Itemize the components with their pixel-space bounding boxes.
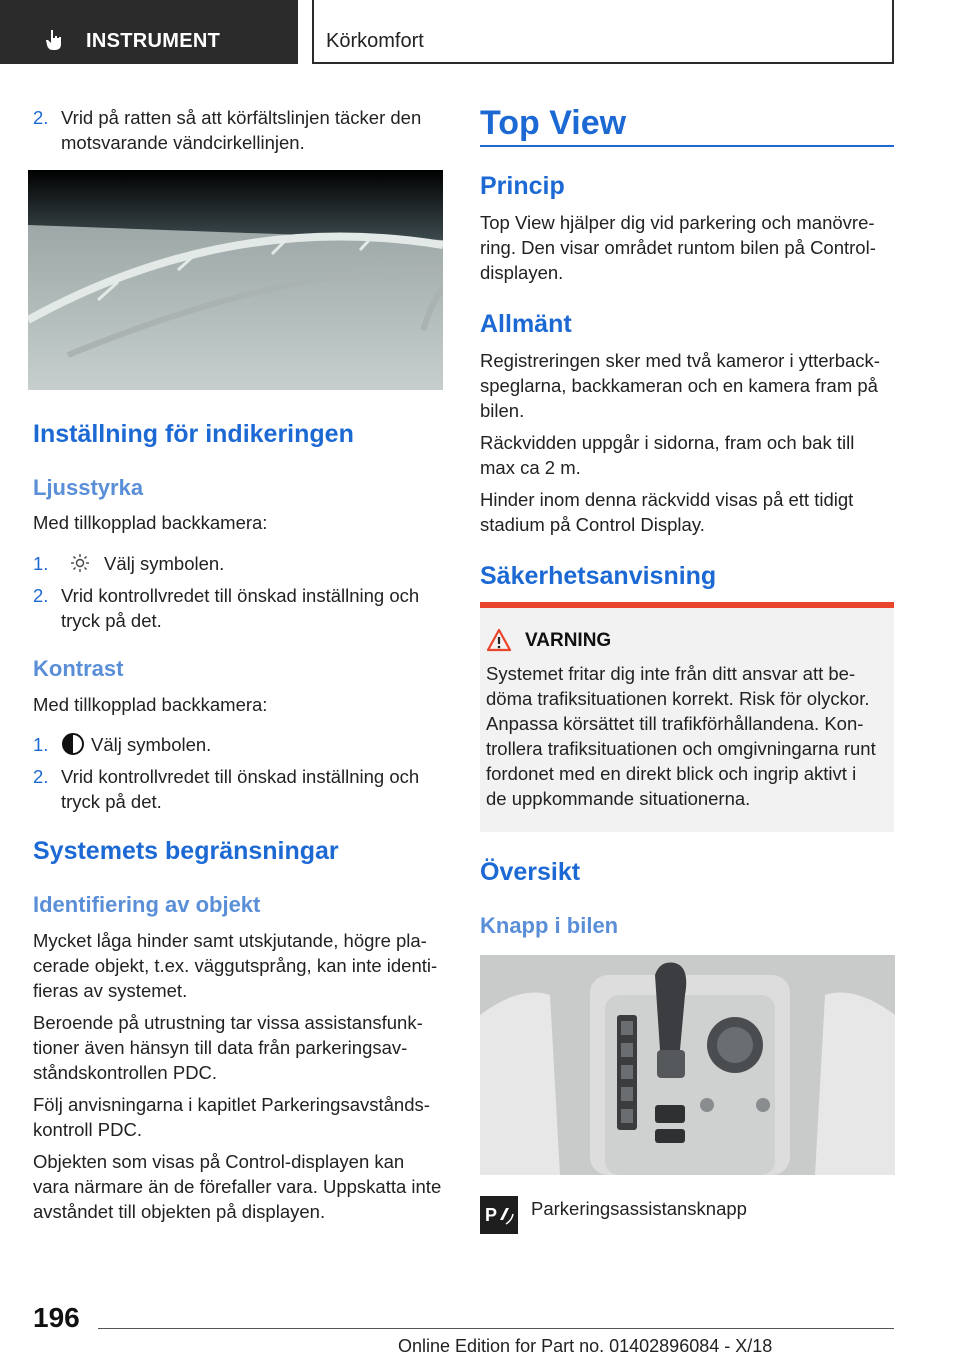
warning-title: VARNING [525,630,612,651]
warning-bar [480,602,894,608]
paragraph-line: Mycket låga hinder samt utskjutande, högre pla- [33,930,427,951]
paragraph-line: displayen. [480,262,564,283]
paragraph-line: Hinder inom denna räckvidd visas på ett tidigt [480,489,854,510]
warning-triangle-icon [486,628,512,652]
header-separator [298,0,312,64]
paragraph-line: fieras av systemet. [33,980,188,1001]
step-text-line: Välj symbolen. [104,553,225,574]
paragraph-line: stadium på Control Display. [480,514,705,535]
paragraph-line: ståndskontrollen PDC. [33,1062,218,1083]
rear-camera-view-image [28,170,443,390]
warning-text-line: trollera trafiksituationen och omgivningarna runt [486,738,876,759]
warning-text-line: de uppkommande situationerna. [486,788,751,809]
heading-systemets-begransningar: Systemets begränsningar [33,837,339,865]
heading-kontrast: Kontrast [33,656,124,681]
footer-rule [98,1328,894,1329]
step-text-line: Vrid kontrollvredet till önskad inställning och [61,766,420,787]
warning-text-line: Anpassa körsättet till trafikförhållandena. Kon- [486,713,864,734]
step-text-line: tryck på det. [61,610,162,631]
heading-princip: Princip [480,172,565,200]
paragraph-line: vara närmare än de förefaller vara. Uppskatta inte [33,1176,442,1197]
title-rule [480,145,894,147]
footer-edition: Online Edition for Part no. 01402896084 - X/18 [398,1336,773,1356]
contrast-icon [61,732,85,756]
heading-sakerhetsanvisning: Säkerhetsanvisning [480,562,717,590]
heading-knapp-i-bilen: Knapp i bilen [480,913,619,938]
paragraph-line: Top View hjälper dig vid parkering och manövre- [480,212,875,233]
paragraph-line: Beroende på utrustning tar vissa assistansfunk- [33,1012,423,1033]
step-number: 1. [33,553,49,574]
paragraph: Med tillkopplad backkamera: [33,694,268,715]
step-number: 1. [33,734,49,755]
step-text-line: Välj symbolen. [91,734,212,755]
paragraph-line: Registreringen sker med två kameror i ytterback- [480,350,880,371]
step-number: 2. [33,107,49,128]
paragraph-line: Objekten som visas på Control-displayen kan [33,1151,405,1172]
image-caption: Parkeringsassistansknapp [531,1198,747,1219]
paragraph-line: max ca 2 m. [480,457,581,478]
brightness-icon [70,553,90,573]
paragraph-line: Räckvidden uppgår i sidorna, fram och bak till [480,432,855,453]
paragraph-line: tioner även hänsyn till data från parkeringsav- [33,1037,408,1058]
warning-text-line: döma trafiksituationen korrekt. Risk för olyckor. [486,688,870,709]
heading-identifiering: Identifiering av objekt [33,892,261,917]
warning-text-line: Systemet fritar dig inte från ditt ansvar att be- [486,663,856,684]
page-number: 196 [33,1302,80,1333]
paragraph-line: speglarna, backkameran och en kamera fram på [480,375,878,396]
car-console-image [480,955,895,1175]
step-number: 2. [33,585,49,606]
section-title-top-view: Top View [480,104,627,142]
paragraph-line: ring. Den visar området runtom bilen på Control- [480,237,876,258]
heading-oversikt: Översikt [480,858,581,886]
svg-text:P: P [485,1205,498,1225]
step-text-line: motsvarande vändcirkellinjen. [61,132,305,153]
step-text-line: tryck på det. [61,791,162,812]
step-text-line: Vrid på ratten så att körfältslinjen täcker den [61,107,422,128]
step-text-line: Vrid kontrollvredet till önskad inställning och [61,585,420,606]
heading-installning: Inställning för indikeringen [33,420,354,448]
step-number: 2. [33,766,49,787]
paragraph-line: bilen. [480,400,525,421]
paragraph-line: Följ anvisningarna i kapitlet Parkeringsavstånds- [33,1094,430,1115]
heading-allmant: Allmänt [480,310,572,338]
paragraph-line: avståndet till objekten på displayen. [33,1201,326,1222]
paragraph: Med tillkopplad backkamera: [33,512,268,533]
header-section-label: INSTRUMENT [86,30,221,52]
parking-assist-icon [480,1196,518,1234]
warning-text-line: fordonet med en direkt blick och ingrip aktivt i [486,763,857,784]
hand-pointer-icon [42,28,66,52]
heading-ljusstyrka: Ljusstyrka [33,475,144,500]
paragraph-line: kontroll PDC. [33,1119,142,1140]
header-chapter-label: Körkomfort [326,30,424,52]
paragraph-line: cerade objekt, t.ex. väggutsprång, kan inte identi- [33,955,438,976]
